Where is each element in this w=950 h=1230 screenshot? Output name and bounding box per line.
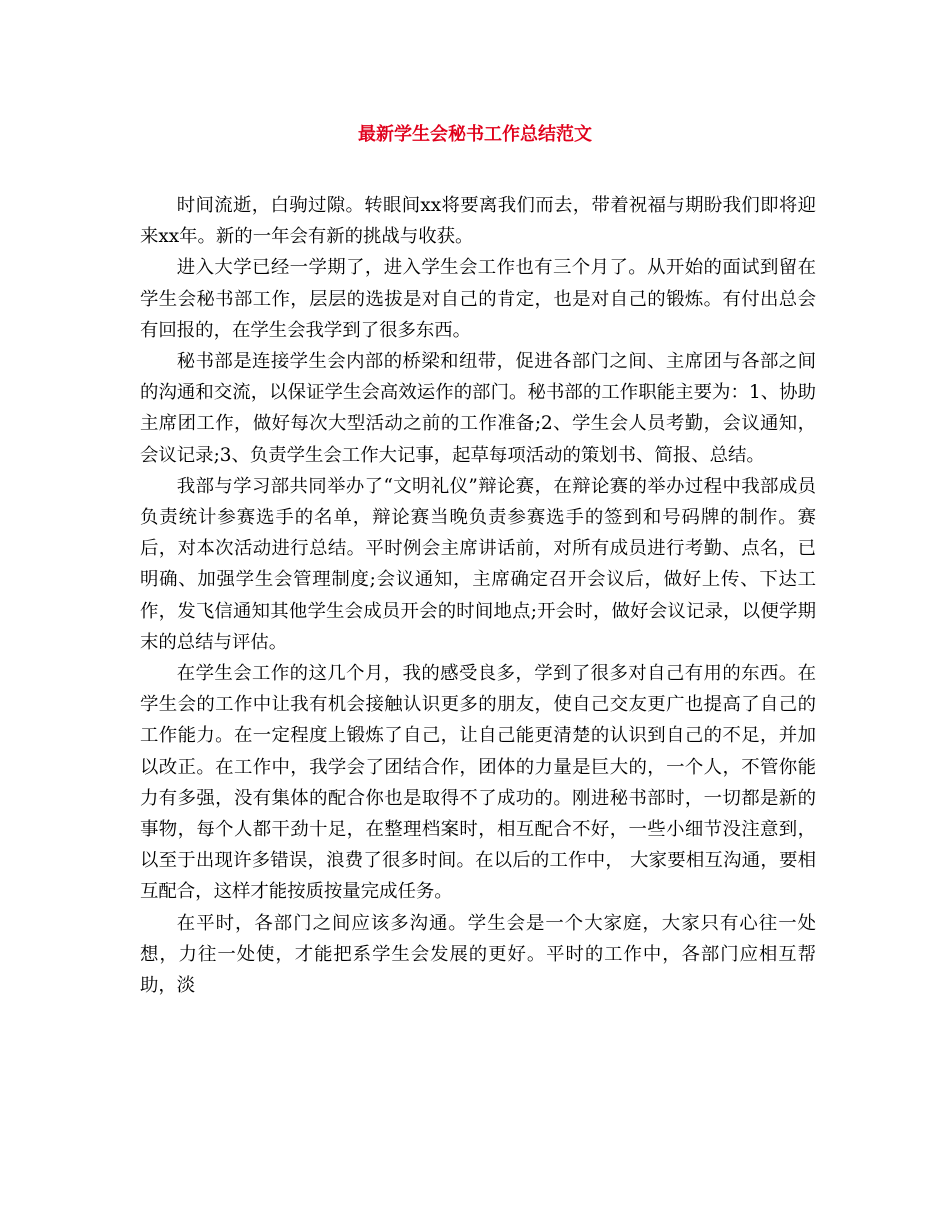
paragraph-6: 在平时，各部门之间应该多沟通。学生会是一个大家庭，大家只有心往一处想，力往一处使，才能把系学生会发展的更好。平时的工作中，各部门应相互帮助，淡 [140,912,816,997]
paragraph-4: 我部与学习部共同举办了“文明礼仪”辩论赛，在辩论赛的举办过程中我部成员负责统计参赛选手的名单，辩论赛当晚负责参赛选手的签到和号码牌的制作。赛后，对本次活动进行总结。平时例会主席讲话前，对所有成员进行考勤、点名，已明确、加强学生会管理制度;会议通知，主席确定召开会议后，做好上传、下达工作，发飞信通知其他学生会成员开会的时间地点;开会时，做好会议记录，以便学期末的总结与评估。 [140,475,816,653]
document-body [140,190,816,1001]
paragraph-1: 时间流逝，白驹过隙。转眼间xx将要离我们而去，带着祝福与期盼我们即将迎来xx年。新的一年会有新的挑战与收获。 [140,195,816,248]
paragraph-2: 进入大学已经一学期了，进入学生会工作也有三个月了。从开始的面试到留在学生会秘书部工作，层层的选拔是对自己的肯定，也是对自己的锻炼。有付出总会有回报的，在学生会我学到了很多东西。 [140,257,816,341]
paragraph-5: 在学生会工作的这几个月，我的感受良多，学到了很多对自己有用的东西。在学生会的工作中让我有机会接触认识更多的朋友，使自己交友更广也提高了自己的工作能力。在一定程度上锻炼了自己，让自己能更清楚的认识到自己的不足，并加以改正。在工作中，我学会了团结合作，团体的力量是巨大的，一个人，不管你能力有多强，没有集体的配合你也是取得不了成功的。刚进秘书部时，一切都是新的事物，每个人都干劲十足，在整理档案时，相互配合不好，一些小细节没注意到，以至于出现许多错误，浪费了很多时间。在以后的工作中， 大家要相互沟通，要相互配合，这样才能按质按量完成任务。 [140,663,816,903]
paragraph-3: 秘书部是连接学生会内部的桥梁和纽带，促进各部门之间、主席团与各部之间的沟通和交流，以保证学生会高效运作的部门。秘书部的工作职能主要为：1、协助主席团工作，做好每次大型活动之前的工作准备;2、学生会人员考勤，会议通知，会议记录;3、负责学生会工作大记事，起草每项活动的策划书、简报、总结。 [140,351,816,466]
document-title: 最新学生会秘书工作总结范文 [358,124,592,145]
